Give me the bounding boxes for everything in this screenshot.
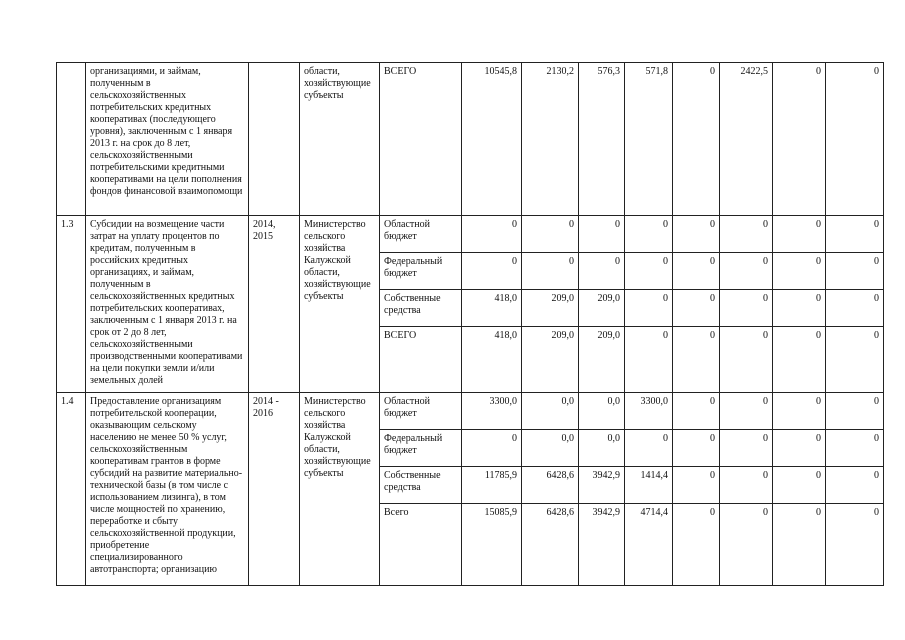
value-cell: 0 — [720, 504, 773, 586]
value-cell: 576,3 — [579, 63, 625, 216]
value-cell: 0 — [720, 430, 773, 467]
funding-source: Федеральный бюджет — [380, 253, 462, 290]
value-cell: 4714,4 — [625, 504, 673, 586]
value-cell: 571,8 — [625, 63, 673, 216]
value-cell: 0 — [462, 216, 522, 253]
value-cell: 0 — [673, 504, 720, 586]
value-cell: 0 — [673, 467, 720, 504]
funding-source: Федеральный бюджет — [380, 430, 462, 467]
value-cell: 418,0 — [462, 327, 522, 393]
value-cell: 0 — [673, 290, 720, 327]
value-cell: 0,0 — [522, 393, 579, 430]
value-cell: 0 — [773, 467, 826, 504]
funding-source: Собственные средства — [380, 467, 462, 504]
table-row — [57, 63, 884, 216]
value-cell: 0 — [826, 504, 884, 586]
row-executor: Министерство сельского хозяйства Калужской области, хозяйствующие субъекты — [300, 393, 380, 586]
value-cell: 0 — [522, 253, 579, 290]
value-cell: 1414,4 — [625, 467, 673, 504]
funding-source: ВСЕГО — [380, 327, 462, 393]
value-cell: 0 — [773, 430, 826, 467]
value-cell: 6428,6 — [522, 467, 579, 504]
value-cell: 0 — [826, 290, 884, 327]
value-cell: 0 — [625, 216, 673, 253]
row-description: Субсидии на возмещение части затрат на уплату процентов по кредитам, полученным в российских кредитных организациях, и займам, полученным в сельскохозяйственных кредитных потребительских кооперативах, заключенным с 1 января 2013 г. на срок от 2 до 8 лет, сельскохозяйственными производственными кооперативами на цели покупки земли и/или земельных долей — [86, 216, 249, 393]
value-cell: 209,0 — [522, 327, 579, 393]
value-cell: 0 — [826, 467, 884, 504]
value-cell: 2422,5 — [720, 63, 773, 216]
funding-source: Областной бюджет — [380, 393, 462, 430]
value-cell: 0 — [673, 430, 720, 467]
row-index — [57, 63, 86, 216]
row-executor: Министерство сельского хозяйства Калужской области, хозяйствующие субъекты — [300, 216, 380, 393]
value-cell: 209,0 — [579, 290, 625, 327]
value-cell: 0 — [826, 63, 884, 216]
value-cell: 0 — [673, 216, 720, 253]
value-cell: 0 — [625, 253, 673, 290]
value-cell: 418,0 — [462, 290, 522, 327]
value-cell: 0 — [773, 63, 826, 216]
value-cell: 3300,0 — [625, 393, 673, 430]
value-cell: 0 — [773, 504, 826, 586]
value-cell: 0 — [673, 393, 720, 430]
value-cell: 0,0 — [579, 430, 625, 467]
value-cell: 0 — [720, 393, 773, 430]
value-cell: 0 — [773, 290, 826, 327]
value-cell: 0 — [625, 430, 673, 467]
value-cell: 0 — [673, 253, 720, 290]
value-cell: 3942,9 — [579, 504, 625, 586]
value-cell: 0 — [826, 253, 884, 290]
value-cell: 11785,9 — [462, 467, 522, 504]
value-cell: 209,0 — [579, 327, 625, 393]
value-cell: 0 — [462, 430, 522, 467]
value-cell: 0 — [579, 216, 625, 253]
funding-source: Областной бюджет — [380, 216, 462, 253]
funding-source: Собственные средства — [380, 290, 462, 327]
value-cell: 15085,9 — [462, 504, 522, 586]
value-cell: 0 — [720, 467, 773, 504]
program-table — [56, 62, 884, 586]
value-cell: 0 — [826, 327, 884, 393]
table-row — [57, 216, 884, 253]
row-index: 1.3 — [57, 216, 86, 393]
value-cell: 0 — [625, 327, 673, 393]
value-cell: 0 — [673, 63, 720, 216]
value-cell: 0 — [773, 393, 826, 430]
row-description: организациями, и займам, полученным в сельскохозяйственных потребительских кредитных кооперативах (последующего уровня), заключенным с 1 января 2013 г. на срок до 8 лет, сельскохозяйственными потребительскими кредитными кооперативами на цели пополнения фондов финансовой взаимопомощи — [86, 63, 249, 216]
value-cell: 3300,0 — [462, 393, 522, 430]
value-cell: 2130,2 — [522, 63, 579, 216]
value-cell: 0 — [773, 253, 826, 290]
value-cell: 0 — [826, 430, 884, 467]
value-cell: 6428,6 — [522, 504, 579, 586]
value-cell: 0,0 — [579, 393, 625, 430]
funding-source: Всего — [380, 504, 462, 586]
funding-source: ВСЕГО — [380, 63, 462, 216]
table-row — [57, 393, 884, 430]
value-cell: 10545,8 — [462, 63, 522, 216]
value-cell: 0 — [720, 253, 773, 290]
row-period — [249, 63, 300, 216]
value-cell: 0 — [720, 327, 773, 393]
row-period: 2014 - 2016 — [249, 393, 300, 586]
row-index: 1.4 — [57, 393, 86, 586]
value-cell: 0 — [625, 290, 673, 327]
value-cell: 0 — [720, 216, 773, 253]
value-cell: 3942,9 — [579, 467, 625, 504]
value-cell: 0 — [773, 216, 826, 253]
value-cell: 0 — [579, 253, 625, 290]
value-cell: 0 — [720, 290, 773, 327]
value-cell: 0 — [826, 393, 884, 430]
value-cell: 0 — [522, 216, 579, 253]
value-cell: 0 — [673, 327, 720, 393]
value-cell: 0,0 — [522, 430, 579, 467]
value-cell: 0 — [462, 253, 522, 290]
value-cell: 209,0 — [522, 290, 579, 327]
row-description: Предоставление организациям потребительской кооперации, оказывающим сельскому населению не менее 50 % услуг, сельскохозяйственным кооперативам грантов в форме субсидий на развитие материально-технической базы (в том числе с использованием лизинга), в том числе мощностей по хранению, переработке и сбыту сельскохозяйственной продукции, приобретение специализированного автотранспорта; организацию — [86, 393, 249, 586]
value-cell: 0 — [773, 327, 826, 393]
row-period: 2014, 2015 — [249, 216, 300, 393]
row-executor: области, хозяйствующие субъекты — [300, 63, 380, 216]
value-cell: 0 — [826, 216, 884, 253]
